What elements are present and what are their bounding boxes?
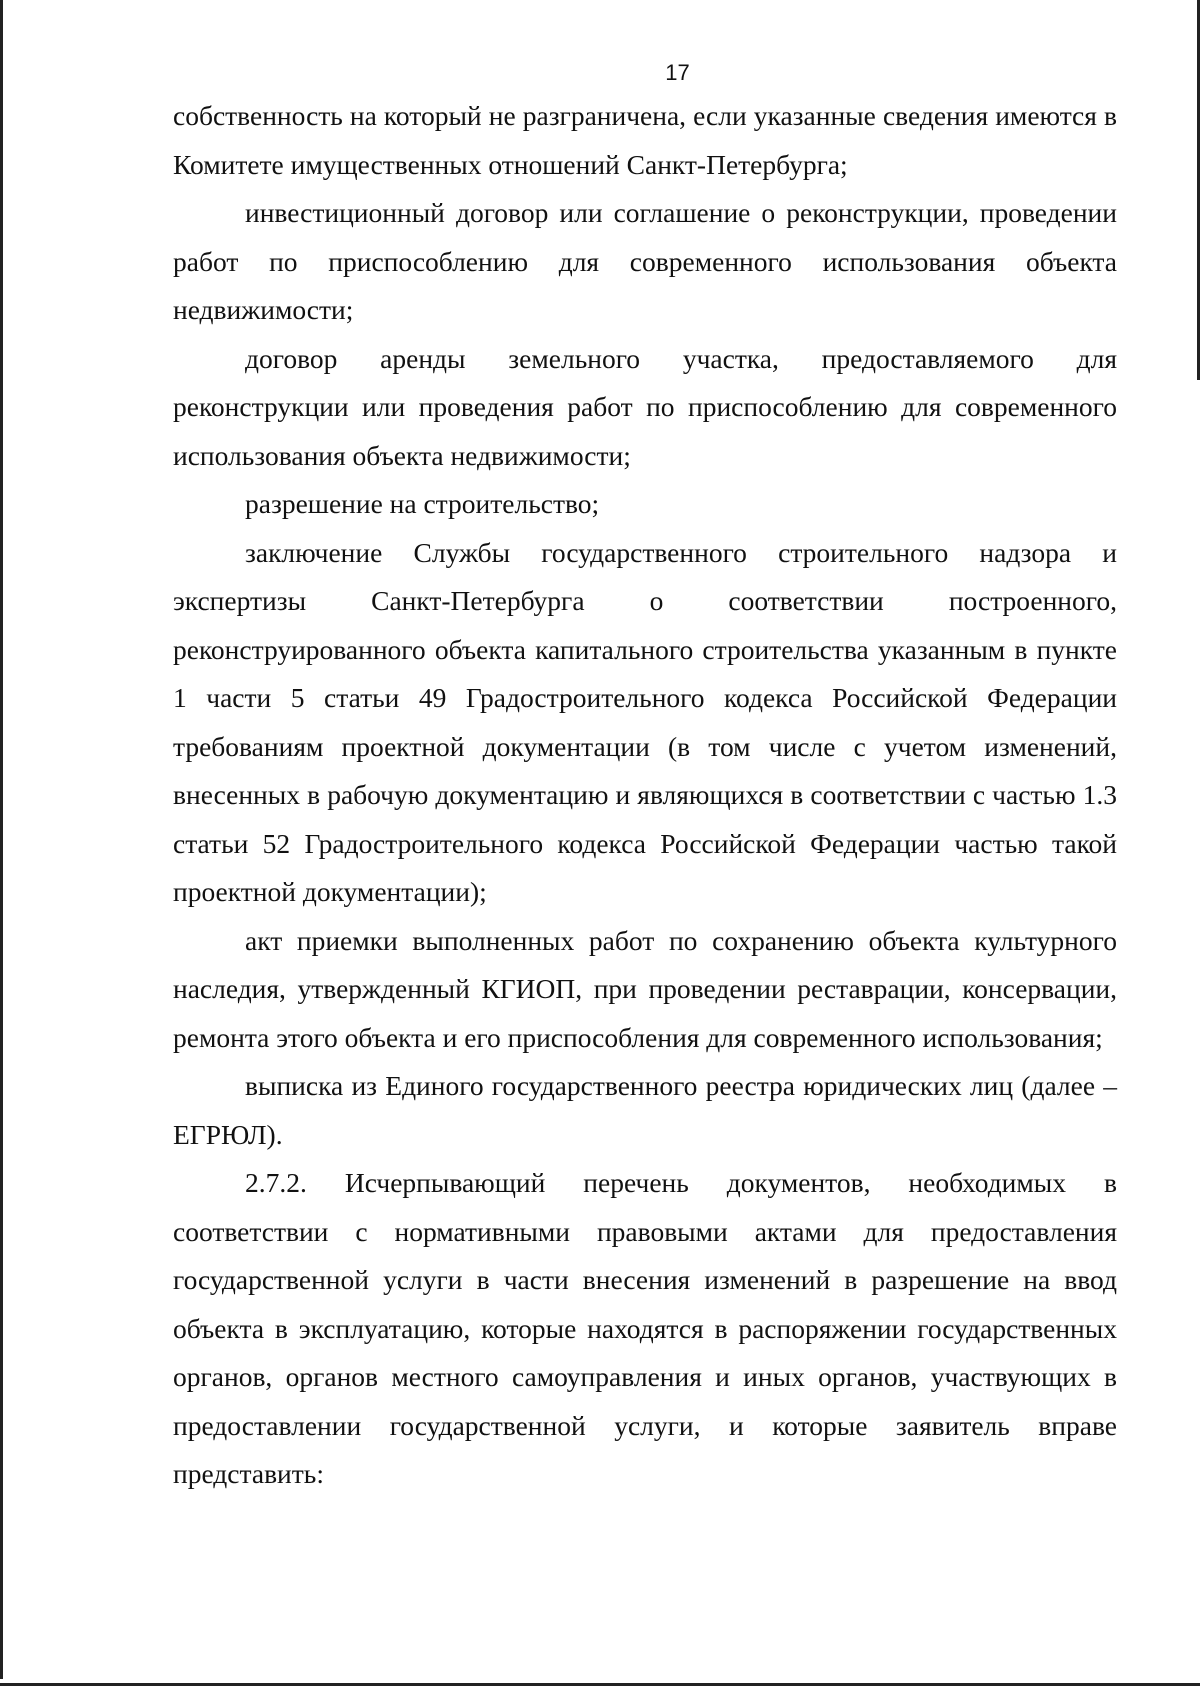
document-body	[173, 92, 1117, 1499]
paragraph-land-lease: договор аренды земельного участка, предоставляемого для реконструкции или проведения работ по приспособлению для современного использования объекта недвижимости;	[173, 342, 1117, 471]
page-number: 17	[665, 60, 690, 85]
scan-border-bottom	[0, 1679, 1200, 1697]
paragraph-section-2-7-2: 2.7.2. Исчерпывающий перечень документов, необходимых в соответствии с нормативными правовыми актами для предоставления государственной услуги в части внесения изменений в разрешение на ввод объекта в эксплуатацию, которые находятся в распоряжении государственных органов, органов местного самоуправления и иных органов, участвующих в предоставлении государственной услуги, и которые заявитель вправе представить:	[173, 1167, 1117, 1489]
paragraph-building-permit: разрешение на строительство;	[245, 488, 600, 519]
scan-border-left	[0, 0, 3, 1697]
paragraph-supervision-conclusion: заключение Службы государственного строительного надзора и экспертизы Санкт-Петербурга о соответствии построенного, реконструированного объекта капитального строительства указанным в пункте 1 части 5 статьи 49 Градостроительного кодекса Российской Федерации требованиям проектной документации (в том числе с учетом изменений, внесенных в рабочую документацию и являющихся в соответствии с частью 1.3 статьи 52 Градостроительного кодекса Российской Федерации частью такой проектной документации);	[173, 536, 1117, 907]
paragraph-investment-agreement: инвестиционный договор или соглашение о реконструкции, проведении работ по приспособлению для современного использования объекта недвижимости;	[173, 197, 1117, 325]
paragraph-egrul-extract: выписка из Единого государственного реестра юридических лиц (далее – ЕГРЮЛ).	[173, 1070, 1117, 1150]
paragraph-continuation: собственность на который не разграничена, если указанные сведения имеются в Комитете имущественных отношений Санкт-Петербурга;	[173, 100, 1117, 180]
paragraph-acceptance-act: акт приемки выполненных работ по сохранению объекта культурного наследия, утвержденный КГИОП, при проведении реставрации, консервации, ремонта этого объекта и его приспособления для современного использования;	[173, 924, 1117, 1053]
